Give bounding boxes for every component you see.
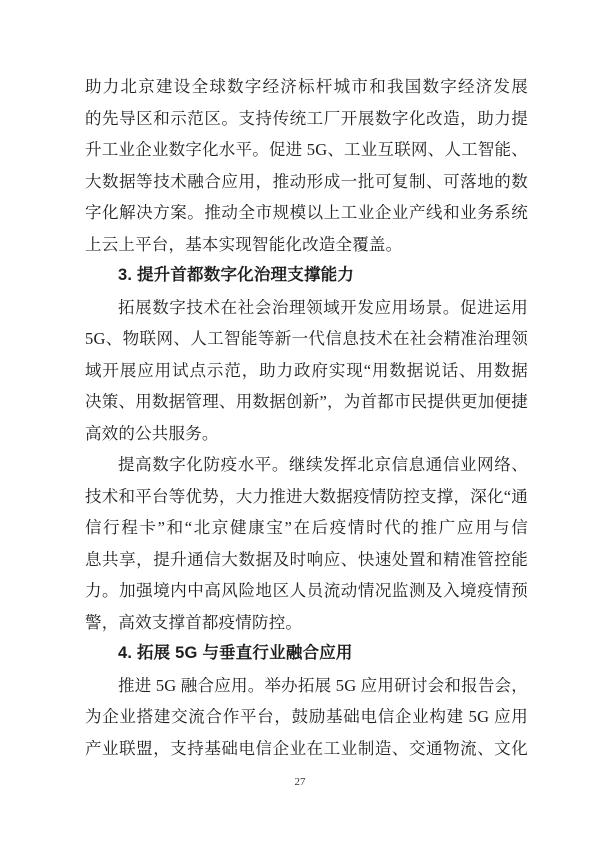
page-number: 27: [294, 776, 306, 788]
text-line: 的先导区和示范区。支持传统工厂开展数字化改造，助力提: [85, 108, 528, 128]
text-line: 助力北京建设全球数字经济标杆城市和我国数字经济发展: [85, 77, 528, 96]
text-line: 拓展数字技术在社会治理领域开发应用场景。促进运用: [118, 297, 528, 317]
paragraph: [85, 292, 528, 450]
text-line: 警，高效支撑首都疫情防控。: [85, 612, 303, 632]
text-line: 提高数字化防疫水平。继续发挥北京信息通信业网络、: [118, 455, 528, 474]
paragraph: [85, 71, 528, 260]
text-line: 信行程卡”和“北京健康宝”在后疫情时代的推广应用与信: [85, 518, 528, 537]
text-line: 力。加强境内中高风险地区人员流动情况监测及入境疫情预: [85, 581, 528, 600]
text-line: 5G、物联网、人工智能等新一代信息技术在社会精准治理领: [85, 329, 528, 348]
text-line: 技术和平台等优势，大力推进大数据疫情防控支撑，深化“通: [85, 486, 528, 506]
heading-line: 3. 提升首都数字化治理支撑能力: [118, 266, 355, 284]
text-line: 升工业企业数字化水平。促进 5G、工业互联网、人工智能、: [85, 140, 528, 159]
text-line: 产业联盟，支持基础电信企业在工业制造、交通物流、文化: [85, 738, 528, 758]
heading-line: 4. 拓展 5G 与垂直行业融合应用: [118, 644, 353, 662]
text-line: 为企业搭建交流合作平台，鼓励基础电信企业构建 5G 应用: [85, 707, 528, 726]
text-line: 域开展应用试点示范，助力政府实现“用数据说话、用数据: [85, 360, 528, 380]
text-line: 息共享，提升通信大数据及时响应、快速处置和精准管控能: [85, 549, 528, 569]
section-heading: [85, 260, 528, 292]
text-line: 决策、用数据管理、用数据创新”，为首都市民提供更加便捷: [85, 392, 528, 411]
document-content: [85, 71, 528, 764]
text-line: 字化解决方案。推动全市规模以上工业企业产线和业务系统: [85, 203, 528, 222]
paragraph: [85, 449, 528, 638]
text-line: 高效的公共服务。: [85, 423, 219, 443]
text-line: 推进 5G 融合应用。举办拓展 5G 应用研讨会和报告会，: [118, 675, 528, 695]
text-line: 大数据等技术融合应用，推动形成一批可复制、可落地的数: [85, 171, 528, 191]
paragraph: [85, 670, 528, 765]
section-heading: [85, 638, 528, 670]
text-line: 上云上平台，基本实现智能化改造全覆盖。: [85, 234, 403, 254]
